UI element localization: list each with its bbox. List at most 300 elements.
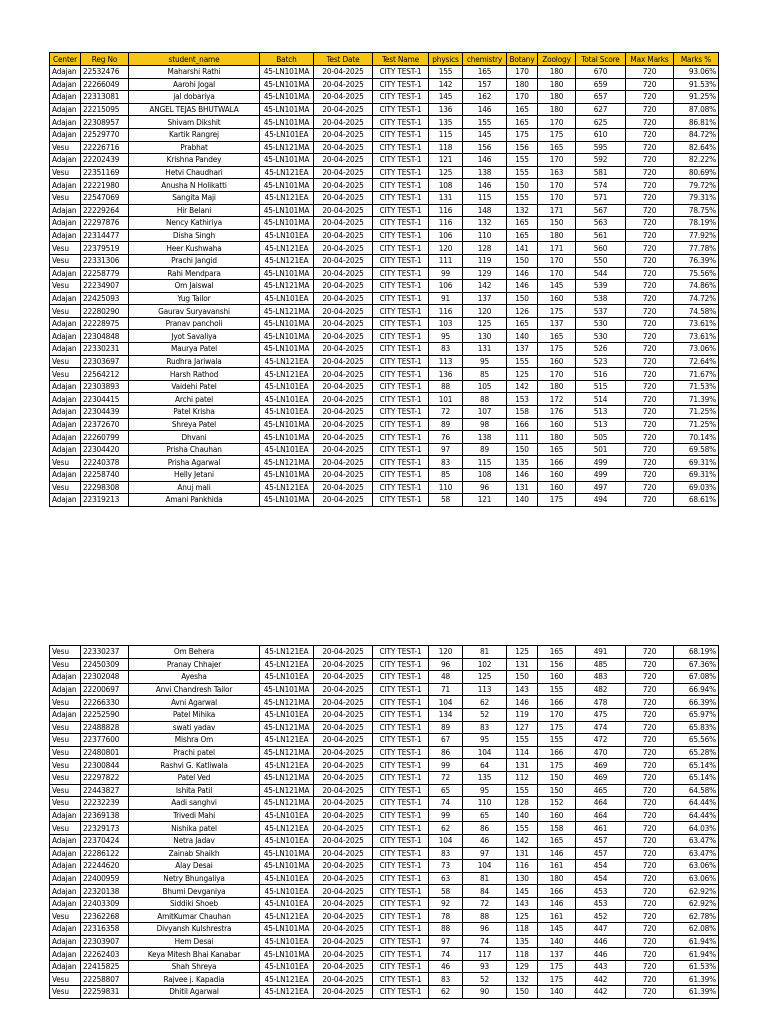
cell-physics: 104 [429, 834, 463, 847]
cell-total-score: 494 [576, 494, 626, 507]
cell-physics: 116 [429, 305, 463, 318]
cell-test-date: 20-04-2025 [314, 456, 373, 469]
cell-zoology: 175 [538, 721, 576, 734]
cell-test-name: CITY TEST-1 [373, 343, 429, 356]
cell-physics: 63 [429, 872, 463, 885]
cell-marks-percent: 77.78% [674, 242, 719, 255]
cell-batch: 45-LN101EA [260, 885, 314, 898]
cell-zoology: 180 [538, 91, 576, 104]
cell-total-score: 567 [576, 204, 626, 217]
results-table-top [49, 52, 719, 507]
cell-total-score: 457 [576, 847, 626, 860]
table-row [50, 860, 719, 873]
cell-test-name: CITY TEST-1 [373, 935, 429, 948]
table-row [50, 797, 719, 810]
cell-max-marks: 720 [626, 355, 674, 368]
cell-marks-percent: 82.64% [674, 141, 719, 154]
cell-chemistry: 125 [463, 317, 507, 330]
cell-max-marks: 720 [626, 746, 674, 759]
cell-test-date: 20-04-2025 [314, 809, 373, 822]
cell-botany: 140 [507, 494, 538, 507]
table-row [50, 116, 719, 129]
cell-chemistry: 74 [463, 935, 507, 948]
cell-marks-percent: 64.58% [674, 784, 719, 797]
cell-student-name: Maharshi Rathi [129, 66, 260, 79]
cell-test-name: CITY TEST-1 [373, 116, 429, 129]
cell-total-score: 475 [576, 708, 626, 721]
cell-test-name: CITY TEST-1 [373, 317, 429, 330]
cell-total-score: 457 [576, 834, 626, 847]
cell-marks-percent: 69.03% [674, 481, 719, 494]
cell-reg-no: 22480801 [81, 746, 129, 759]
cell-chemistry: 110 [463, 229, 507, 242]
cell-test-date: 20-04-2025 [314, 128, 373, 141]
cell-reg-no: 22252590 [81, 708, 129, 721]
cell-physics: 121 [429, 154, 463, 167]
cell-batch: 45-LN121MA [260, 141, 314, 154]
cell-student-name: ANGEL TEJAS BHUTWALA [129, 103, 260, 116]
cell-test-date: 20-04-2025 [314, 393, 373, 406]
cell-test-date: 20-04-2025 [314, 204, 373, 217]
cell-physics: 106 [429, 280, 463, 293]
cell-physics: 116 [429, 217, 463, 230]
cell-center: Vesu [50, 191, 81, 204]
cell-zoology: 155 [538, 683, 576, 696]
cell-test-date: 20-04-2025 [314, 948, 373, 961]
cell-total-score: 560 [576, 242, 626, 255]
cell-botany: 170 [507, 66, 538, 79]
cell-max-marks: 720 [626, 809, 674, 822]
cell-student-name: Pranay Chhajer [129, 658, 260, 671]
cell-physics: 73 [429, 860, 463, 873]
cell-chemistry: 130 [463, 330, 507, 343]
cell-botany: 150 [507, 254, 538, 267]
cell-max-marks: 720 [626, 860, 674, 873]
cell-zoology: 175 [538, 128, 576, 141]
cell-chemistry: 62 [463, 696, 507, 709]
table-row [50, 986, 719, 999]
table-row [50, 469, 719, 482]
cell-batch: 45-LN101EA [260, 393, 314, 406]
cell-test-date: 20-04-2025 [314, 973, 373, 986]
cell-zoology: 166 [538, 456, 576, 469]
cell-max-marks: 720 [626, 923, 674, 936]
cell-physics: 95 [429, 330, 463, 343]
cell-student-name: Jyot Savaliya [129, 330, 260, 343]
cell-marks-percent: 64.44% [674, 797, 719, 810]
cell-student-name: Nishika patel [129, 822, 260, 835]
cell-zoology: 155 [538, 734, 576, 747]
cell-botany: 140 [507, 809, 538, 822]
cell-max-marks: 720 [626, 305, 674, 318]
cell-center: Adajan [50, 469, 81, 482]
table-row [50, 456, 719, 469]
cell-reg-no: 22319213 [81, 494, 129, 507]
cell-test-name: CITY TEST-1 [373, 872, 429, 885]
cell-marks-percent: 74.58% [674, 305, 719, 318]
cell-batch: 45-LN121EA [260, 481, 314, 494]
cell-chemistry: 90 [463, 986, 507, 999]
cell-test-date: 20-04-2025 [314, 986, 373, 999]
cell-student-name: Avni Agarwal [129, 696, 260, 709]
cell-center: Vesu [50, 305, 81, 318]
cell-center: Adajan [50, 66, 81, 79]
cell-student-name: Hir Belani [129, 204, 260, 217]
cell-chemistry: 85 [463, 368, 507, 381]
cell-chemistry: 138 [463, 166, 507, 179]
cell-chemistry: 120 [463, 305, 507, 318]
cell-test-date: 20-04-2025 [314, 431, 373, 444]
cell-physics: 99 [429, 759, 463, 772]
cell-marks-percent: 69.58% [674, 443, 719, 456]
cell-total-score: 592 [576, 154, 626, 167]
cell-botany: 132 [507, 973, 538, 986]
cell-marks-percent: 74.72% [674, 292, 719, 305]
cell-chemistry: 148 [463, 204, 507, 217]
table-row [50, 431, 719, 444]
cell-batch: 45-LN101MA [260, 78, 314, 91]
cell-reg-no: 22450309 [81, 658, 129, 671]
cell-reg-no: 22228975 [81, 317, 129, 330]
cell-marks-percent: 65.83% [674, 721, 719, 734]
cell-total-score: 515 [576, 380, 626, 393]
cell-student-name: AmitKumar Chauhan [129, 910, 260, 923]
cell-physics: 103 [429, 317, 463, 330]
cell-marks-percent: 84.72% [674, 128, 719, 141]
cell-botany: 135 [507, 456, 538, 469]
cell-zoology: 166 [538, 885, 576, 898]
cell-center: Adajan [50, 267, 81, 280]
cell-center: Vesu [50, 822, 81, 835]
cell-batch: 45-LN121EA [260, 191, 314, 204]
cell-student-name: Zainab Shaikh [129, 847, 260, 860]
cell-botany: 146 [507, 280, 538, 293]
cell-student-name: Patel Krisha [129, 406, 260, 419]
cell-marks-percent: 66.94% [674, 683, 719, 696]
cell-batch: 45-LN101EA [260, 406, 314, 419]
cell-total-score: 501 [576, 443, 626, 456]
cell-test-date: 20-04-2025 [314, 683, 373, 696]
cell-total-score: 483 [576, 671, 626, 684]
cell-total-score: 627 [576, 103, 626, 116]
table-row [50, 834, 719, 847]
cell-zoology: 140 [538, 935, 576, 948]
cell-batch: 45-LN121MA [260, 771, 314, 784]
cell-test-name: CITY TEST-1 [373, 708, 429, 721]
cell-chemistry: 81 [463, 872, 507, 885]
cell-test-date: 20-04-2025 [314, 481, 373, 494]
cell-test-date: 20-04-2025 [314, 721, 373, 734]
cell-batch: 45-LN101MA [260, 494, 314, 507]
cell-reg-no: 22304415 [81, 393, 129, 406]
cell-student-name: Aadi sanghvi [129, 797, 260, 810]
cell-test-date: 20-04-2025 [314, 897, 373, 910]
cell-reg-no: 22258807 [81, 973, 129, 986]
cell-physics: 104 [429, 696, 463, 709]
cell-chemistry: 52 [463, 973, 507, 986]
cell-student-name: Om Jaiswal [129, 280, 260, 293]
cell-max-marks: 720 [626, 393, 674, 406]
cell-physics: 71 [429, 683, 463, 696]
cell-test-name: CITY TEST-1 [373, 154, 429, 167]
cell-max-marks: 720 [626, 368, 674, 381]
cell-center: Adajan [50, 897, 81, 910]
cell-chemistry: 96 [463, 481, 507, 494]
cell-student-name: Krishna Pandey [129, 154, 260, 167]
cell-batch: 45-LN121EA [260, 973, 314, 986]
cell-test-name: CITY TEST-1 [373, 973, 429, 986]
cell-marks-percent: 78.75% [674, 204, 719, 217]
cell-max-marks: 720 [626, 734, 674, 747]
cell-student-name: Vaidehi Patel [129, 380, 260, 393]
cell-test-name: CITY TEST-1 [373, 809, 429, 822]
cell-marks-percent: 74.86% [674, 280, 719, 293]
cell-physics: 110 [429, 481, 463, 494]
cell-test-date: 20-04-2025 [314, 91, 373, 104]
cell-student-name: Gaurav Suryavanshi [129, 305, 260, 318]
cell-student-name: Maurya Patel [129, 343, 260, 356]
cell-marks-percent: 61.94% [674, 948, 719, 961]
cell-reg-no: 22330231 [81, 343, 129, 356]
cell-total-score: 538 [576, 292, 626, 305]
cell-botany: 156 [507, 141, 538, 154]
cell-total-score: 670 [576, 66, 626, 79]
cell-reg-no: 22304439 [81, 406, 129, 419]
cell-physics: 74 [429, 948, 463, 961]
cell-botany: 143 [507, 897, 538, 910]
cell-test-date: 20-04-2025 [314, 179, 373, 192]
cell-botany: 118 [507, 948, 538, 961]
cell-center: Adajan [50, 229, 81, 242]
cell-zoology: 166 [538, 696, 576, 709]
cell-chemistry: 95 [463, 784, 507, 797]
cell-reg-no: 22297822 [81, 771, 129, 784]
cell-test-date: 20-04-2025 [314, 254, 373, 267]
cell-test-date: 20-04-2025 [314, 746, 373, 759]
cell-chemistry: 155 [463, 116, 507, 129]
cell-total-score: 470 [576, 746, 626, 759]
cell-physics: 99 [429, 809, 463, 822]
cell-zoology: 180 [538, 431, 576, 444]
cell-marks-percent: 71.39% [674, 393, 719, 406]
cell-botany: 170 [507, 91, 538, 104]
cell-marks-percent: 86.81% [674, 116, 719, 129]
cell-max-marks: 720 [626, 343, 674, 356]
cell-reg-no: 22258779 [81, 267, 129, 280]
cell-test-name: CITY TEST-1 [373, 797, 429, 810]
cell-physics: 72 [429, 771, 463, 784]
cell-marks-percent: 71.53% [674, 380, 719, 393]
cell-student-name: Yug Tailor [129, 292, 260, 305]
cell-max-marks: 720 [626, 443, 674, 456]
cell-marks-percent: 67.36% [674, 658, 719, 671]
cell-center: Adajan [50, 885, 81, 898]
cell-test-date: 20-04-2025 [314, 343, 373, 356]
cell-chemistry: 115 [463, 191, 507, 204]
cell-test-name: CITY TEST-1 [373, 721, 429, 734]
header-marks-percent: Marks % [674, 53, 719, 66]
cell-chemistry: 64 [463, 759, 507, 772]
cell-marks-percent: 73.61% [674, 330, 719, 343]
cell-chemistry: 156 [463, 141, 507, 154]
cell-physics: 67 [429, 734, 463, 747]
cell-chemistry: 129 [463, 267, 507, 280]
cell-zoology: 160 [538, 481, 576, 494]
cell-total-score: 530 [576, 330, 626, 343]
cell-total-score: 513 [576, 418, 626, 431]
cell-center: Adajan [50, 292, 81, 305]
table-row [50, 267, 719, 280]
cell-test-date: 20-04-2025 [314, 671, 373, 684]
cell-total-score: 485 [576, 658, 626, 671]
table-row [50, 78, 719, 91]
cell-max-marks: 720 [626, 141, 674, 154]
cell-center: Adajan [50, 494, 81, 507]
cell-zoology: 170 [538, 368, 576, 381]
cell-physics: 85 [429, 469, 463, 482]
cell-batch: 45-LN101EA [260, 834, 314, 847]
cell-batch: 45-LN101MA [260, 431, 314, 444]
cell-physics: 97 [429, 443, 463, 456]
header-test-name: Test Name [373, 53, 429, 66]
cell-total-score: 464 [576, 809, 626, 822]
cell-zoology: 175 [538, 973, 576, 986]
cell-chemistry: 83 [463, 721, 507, 734]
cell-chemistry: 96 [463, 923, 507, 936]
cell-zoology: 156 [538, 658, 576, 671]
cell-max-marks: 720 [626, 116, 674, 129]
cell-total-score: 563 [576, 217, 626, 230]
cell-batch: 45-LN101MA [260, 217, 314, 230]
cell-total-score: 513 [576, 406, 626, 419]
cell-test-name: CITY TEST-1 [373, 443, 429, 456]
cell-reg-no: 22314477 [81, 229, 129, 242]
cell-physics: 92 [429, 897, 463, 910]
cell-test-name: CITY TEST-1 [373, 66, 429, 79]
cell-max-marks: 720 [626, 784, 674, 797]
cell-student-name: Prisha Agarwal [129, 456, 260, 469]
cell-center: Adajan [50, 960, 81, 973]
table-row [50, 897, 719, 910]
cell-batch: 45-LN101MA [260, 179, 314, 192]
cell-batch: 45-LN121EA [260, 646, 314, 659]
cell-reg-no: 22370424 [81, 834, 129, 847]
cell-student-name: Netra Jadav [129, 834, 260, 847]
cell-physics: 58 [429, 885, 463, 898]
table-row [50, 809, 719, 822]
cell-test-name: CITY TEST-1 [373, 128, 429, 141]
cell-botany: 150 [507, 292, 538, 305]
table-row [50, 708, 719, 721]
cell-total-score: 465 [576, 784, 626, 797]
cell-max-marks: 720 [626, 935, 674, 948]
cell-zoology: 161 [538, 910, 576, 923]
table-row [50, 254, 719, 267]
cell-student-name: Anvi Chandresh Tailor [129, 683, 260, 696]
cell-physics: 120 [429, 646, 463, 659]
cell-test-name: CITY TEST-1 [373, 494, 429, 507]
cell-test-name: CITY TEST-1 [373, 784, 429, 797]
cell-botany: 150 [507, 179, 538, 192]
cell-zoology: 160 [538, 809, 576, 822]
cell-student-name: Nency Kathiriya [129, 217, 260, 230]
cell-marks-percent: 73.61% [674, 317, 719, 330]
table-row [50, 317, 719, 330]
cell-zoology: 176 [538, 406, 576, 419]
cell-test-date: 20-04-2025 [314, 355, 373, 368]
cell-chemistry: 146 [463, 179, 507, 192]
cell-marks-percent: 72.64% [674, 355, 719, 368]
cell-reg-no: 22258740 [81, 469, 129, 482]
cell-total-score: 446 [576, 935, 626, 948]
cell-physics: 155 [429, 66, 463, 79]
cell-chemistry: 98 [463, 418, 507, 431]
cell-zoology: 180 [538, 66, 576, 79]
cell-marks-percent: 73.06% [674, 343, 719, 356]
cell-botany: 114 [507, 746, 538, 759]
cell-center: Adajan [50, 154, 81, 167]
cell-chemistry: 84 [463, 885, 507, 898]
cell-batch: 45-LN121MA [260, 746, 314, 759]
cell-botany: 131 [507, 847, 538, 860]
results-table-bottom [49, 645, 719, 999]
cell-chemistry: 142 [463, 280, 507, 293]
cell-max-marks: 720 [626, 292, 674, 305]
cell-max-marks: 720 [626, 646, 674, 659]
cell-marks-percent: 71.25% [674, 418, 719, 431]
table-row [50, 960, 719, 973]
cell-chemistry: 121 [463, 494, 507, 507]
cell-total-score: 581 [576, 166, 626, 179]
cell-test-name: CITY TEST-1 [373, 330, 429, 343]
cell-botany: 146 [507, 267, 538, 280]
cell-total-score: 461 [576, 822, 626, 835]
cell-batch: 45-LN101MA [260, 847, 314, 860]
cell-student-name: Trivedi Mahi [129, 809, 260, 822]
cell-student-name: Dhvani [129, 431, 260, 444]
cell-batch: 45-LN101MA [260, 860, 314, 873]
cell-student-name: Kartik Rangrej [129, 128, 260, 141]
table-row [50, 872, 719, 885]
cell-marks-percent: 91.53% [674, 78, 719, 91]
cell-center: Vesu [50, 973, 81, 986]
cell-max-marks: 720 [626, 406, 674, 419]
cell-max-marks: 720 [626, 759, 674, 772]
cell-botany: 112 [507, 771, 538, 784]
cell-zoology: 145 [538, 923, 576, 936]
cell-botany: 165 [507, 317, 538, 330]
cell-physics: 83 [429, 973, 463, 986]
cell-marks-percent: 62.78% [674, 910, 719, 923]
cell-center: Adajan [50, 671, 81, 684]
cell-zoology: 180 [538, 380, 576, 393]
cell-max-marks: 720 [626, 771, 674, 784]
cell-botany: 125 [507, 646, 538, 659]
cell-student-name: Prisha Chauhan [129, 443, 260, 456]
cell-botany: 165 [507, 116, 538, 129]
cell-reg-no: 22200697 [81, 683, 129, 696]
cell-chemistry: 88 [463, 910, 507, 923]
table-row [50, 847, 719, 860]
cell-test-date: 20-04-2025 [314, 166, 373, 179]
cell-reg-no: 22303893 [81, 380, 129, 393]
cell-batch: 45-LN121MA [260, 305, 314, 318]
cell-center: Adajan [50, 948, 81, 961]
cell-total-score: 499 [576, 456, 626, 469]
cell-test-name: CITY TEST-1 [373, 380, 429, 393]
cell-batch: 45-LN121EA [260, 254, 314, 267]
cell-batch: 45-LN101MA [260, 204, 314, 217]
